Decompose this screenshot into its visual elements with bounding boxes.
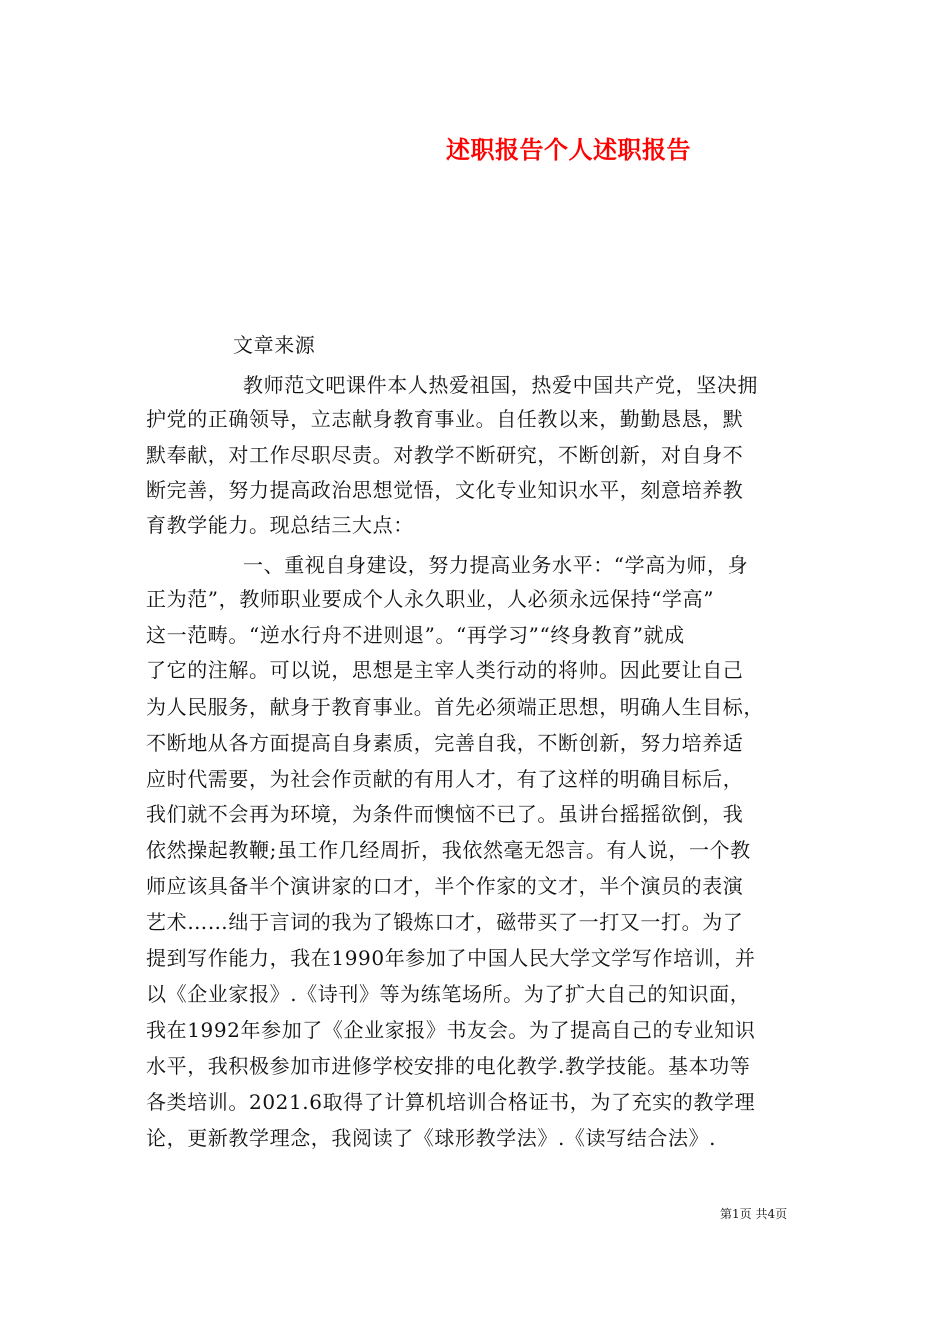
document-title: 述职报告个人述职报告 <box>446 135 691 164</box>
body-line: 论，更新教学理念，我阅读了《球形教学法》.《读写结合法》. <box>146 1126 717 1150</box>
body-line: 断完善，努力提高政治思想觉悟，文化专业知识水平，刻意培养教 <box>146 478 744 502</box>
body-line: 教师范文吧课件本人热爱祖国，热爱中国共产党，坚决拥 <box>243 373 758 397</box>
body-line: 我们就不会再为环境，为条件而懊恼不已了。虽讲台摇摇欲倒，我 <box>146 802 744 826</box>
body-line: 默奉献，对工作尽职尽责。对教学不断研究，不断创新，对自身不 <box>146 443 744 467</box>
body-line: 师应该具备半个演讲家的口才，半个作家的文才，半个演员的表演 <box>146 874 744 898</box>
body-line: 依然操起教鞭;虽工作几经周折，我依然毫无怨言。有人说，一个教 <box>146 838 751 862</box>
body-line: 各类培训。2021.6取得了计算机培训合格证书，为了充实的教学理 <box>146 1090 756 1114</box>
body-line: 水平，我积极参加市进修学校安排的电化教学.教学技能。基本功等 <box>146 1054 751 1078</box>
body-line: 正为范”，教师职业要成个人永久职业，人必须永远保持“学高” <box>146 587 715 611</box>
body-line: 艺术……绌于言词的我为了锻炼口才，磁带买了一打又一打。为了 <box>146 910 744 934</box>
body-line: 护党的正确领导，立志献身教育事业。自任教以来，勤勤恳恳，默 <box>146 407 744 431</box>
body-line: 以《企业家报》.《诗刊》等为练笔场所。为了扩大自己的知识面， <box>146 982 751 1006</box>
body-line: 一、重视自身建设，努力提高业务水平：“学高为师，身 <box>243 553 749 577</box>
body-line: 提到写作能力，我在1990年参加了中国人民大学文学写作培训，并 <box>146 946 756 970</box>
body-line: 育教学能力。现总结三大点： <box>146 513 414 537</box>
body-line: 我在1992年参加了《企业家报》书友会。为了提高自己的专业知识 <box>146 1018 756 1042</box>
body-line: 不断地从各方面提高自身素质，完善自我，不断创新，努力培养适 <box>146 731 744 755</box>
body-line: 这一范畴。“逆水行舟不进则退”。“再学习”“终身教育”就成 <box>146 623 685 647</box>
source-line: 文章来源 <box>233 333 316 357</box>
page-number: 第1页 共4页 <box>720 1207 788 1221</box>
body-line: 为人民服务，献身于教育事业。首先必须端正思想，明确人生目标， <box>146 695 764 719</box>
body-line: 了它的注解。可以说，思想是主宰人类行动的将帅。因此要让自己 <box>146 658 744 682</box>
body-line: 应时代需要，为社会作贡献的有用人才，有了这样的明确目标后， <box>146 767 744 791</box>
